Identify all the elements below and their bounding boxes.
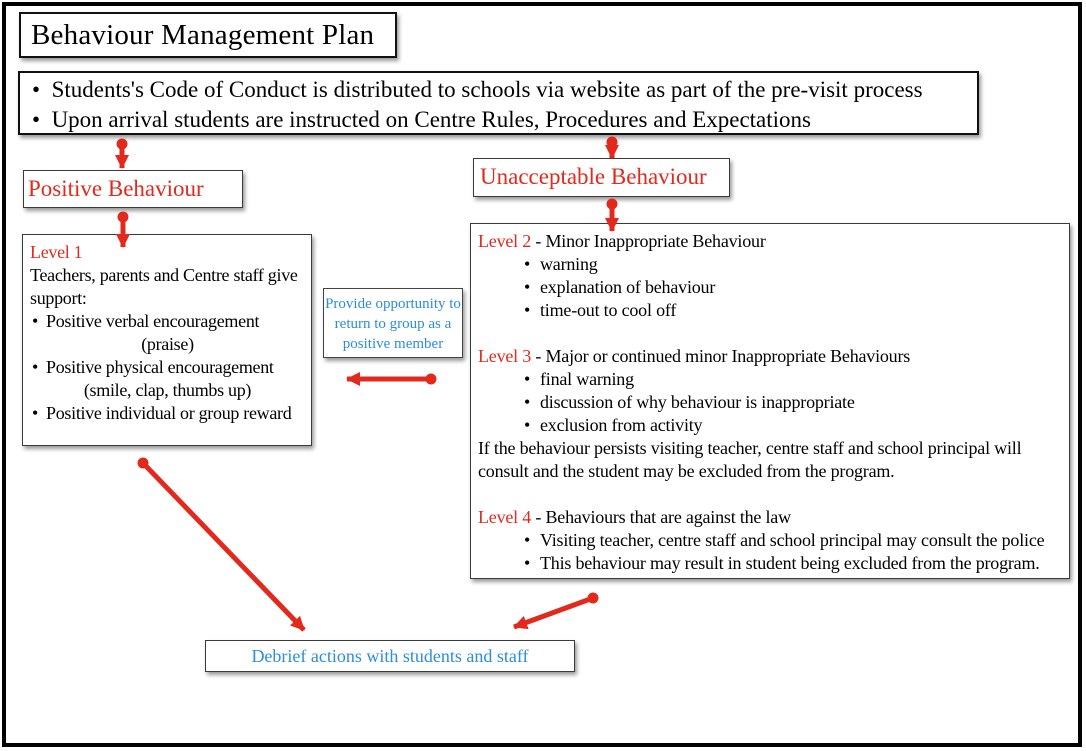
- unacceptable-levels-box: [470, 223, 1070, 579]
- level3-bullet-3: • exclusion from activity: [524, 414, 1063, 437]
- level4-bullet-1: • Visiting teacher, centre staff and school principal may consult the police: [524, 529, 1063, 552]
- positive-behaviour-label: Positive Behaviour: [28, 176, 204, 201]
- level1-bullet-1-sub: (praise): [141, 334, 194, 354]
- level2-section: [478, 230, 1063, 322]
- level3-note: If the behaviour persists visiting teacher, centre staff and school principal will consult and the student may be excluded from the program.: [478, 438, 1022, 481]
- unacceptable-behaviour-header: [473, 158, 730, 197]
- positive-behaviour-header: [23, 170, 243, 208]
- level4-bullet-2: • This behaviour may result in student being excluded from the program.: [524, 552, 1063, 575]
- level2-heading: [478, 230, 1063, 253]
- level2-label: Level 2: [478, 231, 532, 251]
- level3-heading: [478, 345, 1063, 368]
- level1-bullet-2: • Positive physical encouragement: [30, 356, 305, 379]
- level3-title: - Major or continued minor Inappropriate Behaviours: [535, 346, 911, 366]
- level4-title: - Behaviours that are against the law: [535, 507, 791, 527]
- level1-box: [22, 234, 312, 446]
- unacceptable-behaviour-label: Unacceptable Behaviour: [480, 164, 707, 189]
- level4-heading: [478, 506, 1063, 529]
- level2-bullet-1: • warning: [524, 253, 1063, 276]
- level3-bullet-2: • discussion of why behaviour is inappropriate: [524, 391, 1063, 414]
- level4-label: Level 4: [478, 507, 532, 527]
- level4-section: [478, 506, 1063, 575]
- return-opportunity-note: [323, 288, 463, 358]
- level2-title: - Minor Inappropriate Behaviour: [535, 231, 766, 251]
- level1-bullet-1: • Positive verbal encouragement: [30, 310, 305, 333]
- level3-section: [478, 345, 1063, 483]
- level2-bullet-3: • time-out to cool off: [524, 299, 1063, 322]
- level1-bullet-2-sub: (smile, clap, thumbs up): [83, 380, 252, 400]
- intro-bullet-2: • Upon arrival students are instructed on Centre Rules, Procedures and Expectations: [32, 105, 977, 135]
- page-title: [19, 12, 397, 58]
- level3-bullet-1: • final warning: [524, 368, 1063, 391]
- page-title-text: Behaviour Management Plan: [31, 19, 375, 51]
- debrief-box: [205, 640, 575, 672]
- level1-intro: Teachers, parents and Centre staff give support:: [30, 265, 298, 308]
- level1-bullet-3: • Positive individual or group reward: [30, 402, 305, 425]
- level2-bullet-2: • explanation of behaviour: [524, 276, 1063, 299]
- debrief-text: Debrief actions with students and staff: [251, 646, 529, 666]
- level3-label: Level 3: [478, 346, 532, 366]
- intro-box: [18, 71, 979, 135]
- return-opportunity-text: Provide opportunity to return to group as a positive member: [325, 296, 461, 352]
- intro-bullet-1: • Students's Code of Conduct is distributed to schools via website as part of the pre-visit process: [32, 75, 977, 105]
- level1-heading: Level 1: [30, 242, 83, 262]
